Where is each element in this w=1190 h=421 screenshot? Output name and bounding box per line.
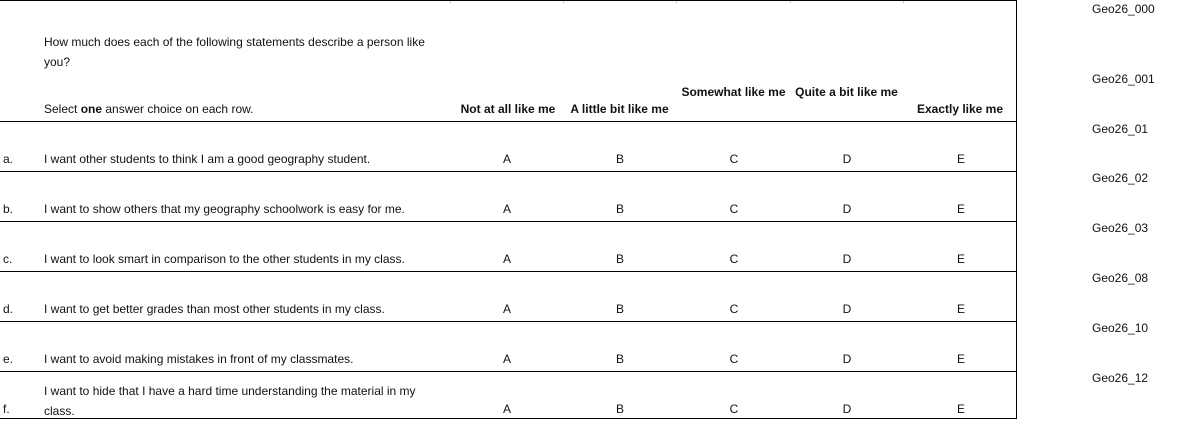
row-letter: b. (3, 202, 14, 216)
row-letter: c. (3, 252, 13, 266)
choice-a[interactable]: A (502, 252, 511, 266)
choice-b[interactable]: B (615, 352, 624, 366)
row-divider (0, 321, 1017, 322)
row-divider (0, 371, 1017, 372)
choice-a[interactable]: A (502, 302, 511, 316)
choice-e[interactable]: E (956, 252, 965, 266)
column-tick (790, 1, 791, 3)
choice-b[interactable]: B (615, 302, 624, 316)
row-letter: d. (3, 302, 14, 316)
statement-text: I want to get better grades than most other students in my class. (44, 302, 385, 316)
instruction-text (44, 101, 253, 117)
choice-d[interactable]: D (842, 352, 852, 366)
column-tick (903, 1, 904, 3)
choice-d[interactable]: D (842, 152, 852, 166)
column-tick (676, 1, 677, 3)
row-letter: a. (3, 152, 14, 166)
choice-a[interactable]: A (502, 202, 511, 216)
variable-code: Geo26_10 (1092, 321, 1149, 335)
variable-code: Geo26_000 (1092, 2, 1155, 16)
choice-c[interactable]: C (729, 202, 739, 216)
choice-c[interactable]: C (729, 402, 739, 416)
variable-code: Geo26_08 (1092, 271, 1149, 285)
choice-c[interactable]: C (729, 152, 739, 166)
row-divider (0, 171, 1017, 172)
variable-code: Geo26_03 (1092, 221, 1149, 235)
instruction-emphasis: one (80, 102, 103, 116)
column-tick (563, 1, 564, 3)
statement-text: I want other students to think I am a good geography student. (44, 152, 371, 166)
choice-c[interactable]: C (729, 252, 739, 266)
column-header-quite-a-bit: Quite a bit like me (795, 85, 898, 99)
instruction-suffix: answer choice on each row. (102, 102, 254, 116)
column-header-not-at-all: Not at all like me (460, 102, 556, 116)
choice-c[interactable]: C (729, 352, 739, 366)
choice-b[interactable]: B (615, 402, 624, 416)
choice-e[interactable]: E (956, 302, 965, 316)
row-divider (0, 121, 1017, 122)
column-header-exactly: Exactly like me (916, 102, 1004, 116)
choice-b[interactable]: B (615, 152, 624, 166)
question-stem: How much does each of the following statements describe a person like you? (44, 35, 425, 69)
column-tick (450, 1, 451, 3)
choice-a[interactable]: A (502, 352, 511, 366)
choice-d[interactable]: D (842, 202, 852, 216)
choice-e[interactable]: E (956, 152, 965, 166)
choice-c[interactable]: C (729, 302, 739, 316)
choice-b[interactable]: B (615, 202, 624, 216)
row-letter: e. (3, 352, 14, 366)
choice-b[interactable]: B (615, 252, 624, 266)
instruction-prefix: Select (44, 102, 81, 116)
choice-e[interactable]: E (956, 202, 965, 216)
variable-code: Geo26_01 (1092, 122, 1149, 136)
row-divider (0, 221, 1017, 222)
choice-e[interactable]: E (956, 352, 965, 366)
choice-a[interactable]: A (502, 402, 511, 416)
choice-d[interactable]: D (842, 252, 852, 266)
statement-text: I want to show others that my geography schoolwork is easy for me. (44, 202, 405, 216)
variable-code: Geo26_001 (1092, 72, 1155, 86)
choice-d[interactable]: D (842, 302, 852, 316)
choice-e[interactable]: E (956, 402, 965, 416)
row-letter: f. (3, 402, 10, 416)
choice-d[interactable]: D (842, 402, 852, 416)
row-divider (0, 271, 1017, 272)
statement-text: I want to look smart in comparison to the other students in my class. (44, 252, 405, 266)
statement-text: I want to hide that I have a hard time understanding the material in my class. (44, 384, 416, 418)
statement-text: I want to avoid making mistakes in front of my classmates. (44, 352, 354, 366)
choice-a[interactable]: A (502, 152, 511, 166)
column-header-somewhat: Somewhat like me (681, 85, 786, 99)
column-header-a-little-bit: A little bit like me (570, 102, 669, 116)
variable-code: Geo26_12 (1092, 371, 1149, 385)
variable-code: Geo26_02 (1092, 171, 1149, 185)
